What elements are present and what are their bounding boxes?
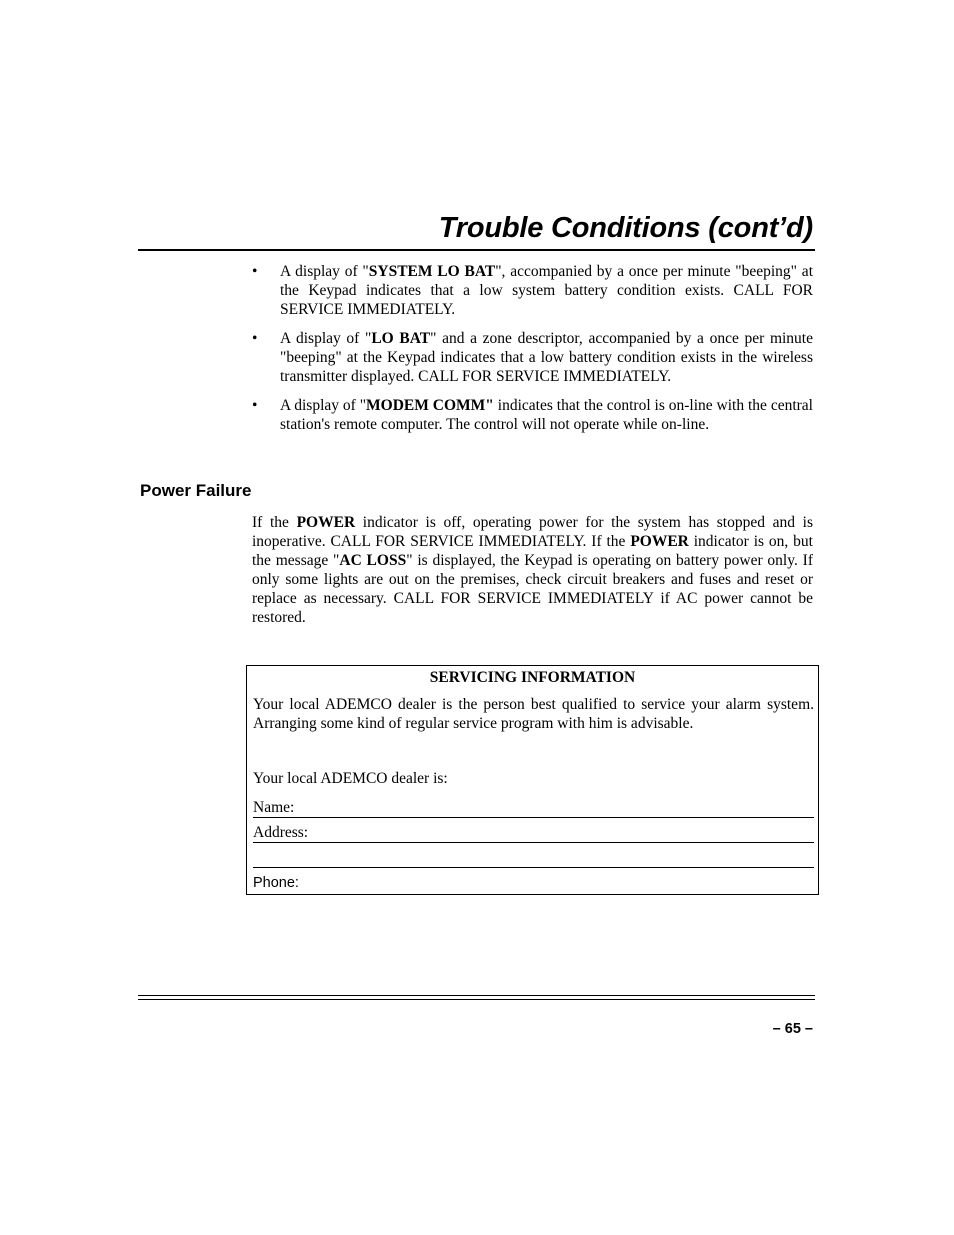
paragraph-text: If the — [252, 514, 297, 531]
bullet-dot-icon: • — [252, 330, 258, 347]
bullet-text: A display of " — [280, 263, 369, 280]
bottom-rule — [138, 995, 815, 1000]
dealer-address-field[interactable] — [253, 824, 814, 843]
servicing-info-text: Your local ADEMCO dealer is the person best qualified to service your alarm system. Arranging some kind of regular service program with him is advisable. — [253, 696, 814, 732]
dealer-label: Your local ADEMCO dealer is: — [253, 770, 448, 787]
bullet-dot-icon: • — [252, 263, 258, 280]
bullet-modem-comm — [252, 396, 813, 434]
paragraph-text: indicator is on, but the message " — [252, 533, 813, 569]
dealer-phone-field[interactable] — [253, 875, 299, 891]
bullet-text: indicates that the control is on-line with the central station's remote computer. The control will not operate while on-line. — [280, 397, 813, 433]
address-label: Address: — [253, 824, 309, 841]
bullet-lo-bat — [252, 329, 813, 386]
bullet-system-lo-bat — [252, 262, 813, 319]
bullet-text: " and a zone descriptor, accompanied by a once per minute "beeping" at the Keypad indicates that a low battery condition exists in the wireless transmitter displayed. CALL FOR SERVICE IMMEDIATELY. — [280, 330, 813, 385]
name-label: Name: — [253, 799, 295, 816]
paragraph-keyword: POWER — [630, 533, 689, 550]
bullet-text: A display of " — [280, 330, 372, 347]
phone-label: Phone: — [253, 875, 299, 891]
paragraph-text: " is displayed, the Keypad is operating on battery power only. If only some lights are out on the premises, check circuit breakers and fuses and reset or replace as necessary. CALL FOR SERVICE IMMEDIATELY if AC power cannot be restored. — [252, 552, 813, 626]
power-failure-paragraph — [252, 513, 813, 627]
bullet-keyword: SYSTEM LO BAT — [368, 263, 496, 280]
paragraph-text: indicator is off, operating power for the system has stopped and is inoperative. CALL FOR SERVICE IMMEDIATELY. If the — [252, 514, 814, 550]
page-title: Trouble Conditions (cont’d) — [438, 212, 813, 244]
servicing-info-box — [246, 665, 819, 895]
bullet-dot-icon: • — [252, 397, 258, 414]
dealer-address-line-2[interactable] — [253, 849, 814, 868]
servicing-info-title: SERVICING INFORMATION — [429, 669, 636, 686]
bullet-keyword: MODEM COMM" — [366, 397, 494, 414]
bullet-text: A display of " — [280, 397, 367, 414]
paragraph-keyword: POWER — [296, 514, 356, 531]
power-failure-heading: Power Failure — [140, 481, 252, 500]
bullet-text: ", accompanied by a once per minute "beeping" at the Keypad indicates that a low system battery condition exists. CALL FOR SERVICE IMMEDIATELY. — [280, 263, 813, 318]
page-number: – 65 – — [772, 1021, 813, 1037]
paragraph-keyword: AC LOSS — [339, 552, 407, 569]
trouble-bullet-list — [252, 262, 813, 444]
dealer-name-field[interactable] — [253, 799, 814, 818]
bullet-keyword: LO BAT — [371, 330, 431, 347]
top-rule — [138, 249, 815, 251]
